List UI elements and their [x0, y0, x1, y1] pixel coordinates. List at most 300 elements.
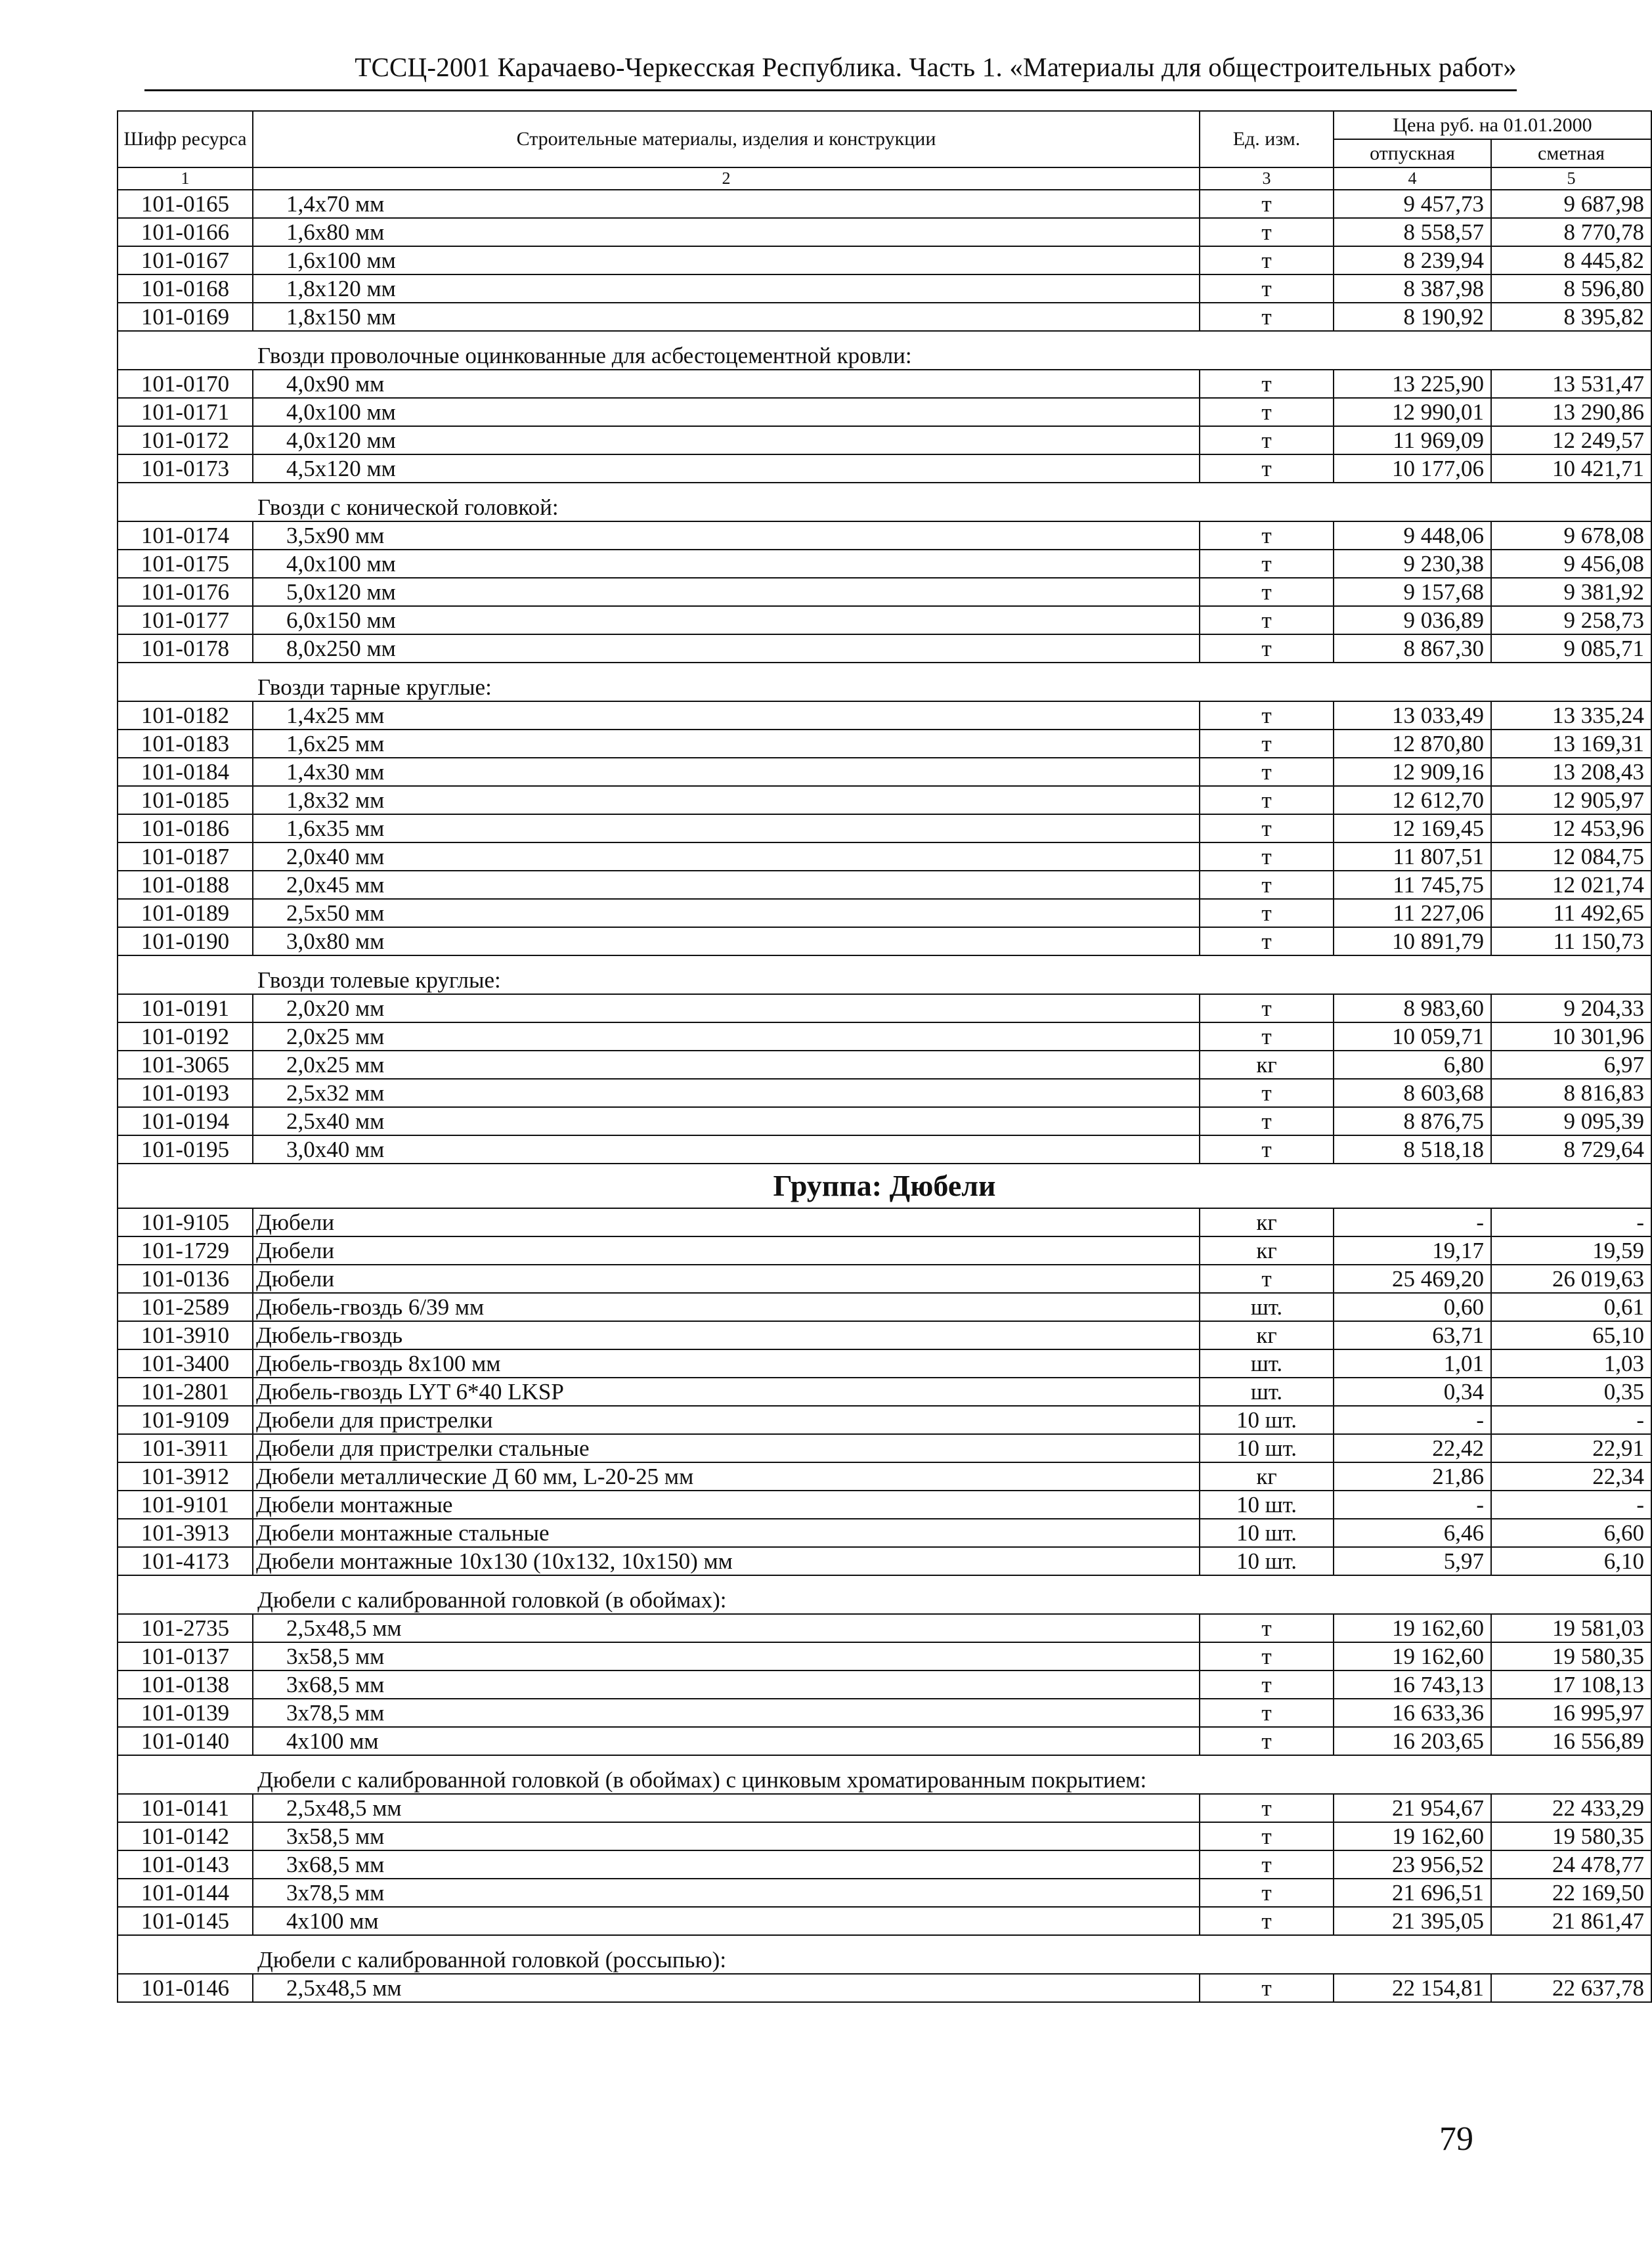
- table-row: [118, 1079, 1651, 1107]
- page-header: ТССЦ-2001 Карачаево-Черкесская Республика. Часть 1. «Материалы для общестроительных работ»: [355, 52, 1517, 82]
- resource-code: 101-0190: [118, 927, 253, 955]
- release-price: 10 891,79: [1334, 927, 1491, 955]
- unit-cell: кг: [1200, 1208, 1334, 1236]
- table-row: [118, 994, 1651, 1022]
- material-name: 3,5х90 мм: [253, 521, 1200, 550]
- release-price: 12 990,01: [1334, 398, 1491, 426]
- release-price: 22 154,81: [1334, 1974, 1491, 2002]
- release-price: 23 956,52: [1334, 1850, 1491, 1879]
- estimate-price: 6,97: [1491, 1051, 1651, 1079]
- unit-cell: т: [1200, 1850, 1334, 1879]
- table-row: [118, 1974, 1651, 2002]
- estimate-price: 22 433,29: [1491, 1794, 1651, 1822]
- unit-cell: т: [1200, 246, 1334, 274]
- resource-code: 101-0141: [118, 1794, 253, 1822]
- estimate-price: 12 021,74: [1491, 871, 1651, 899]
- material-name: 1,8х150 мм: [253, 303, 1200, 331]
- material-name: 1,6х100 мм: [253, 246, 1200, 274]
- material-name: 2,5х40 мм: [253, 1107, 1200, 1135]
- estimate-price: 9 258,73: [1491, 606, 1651, 634]
- unit-cell: т: [1200, 1265, 1334, 1293]
- release-price: 10 059,71: [1334, 1022, 1491, 1051]
- release-price: 11 745,75: [1334, 871, 1491, 899]
- resource-code: 101-0166: [118, 218, 253, 246]
- unit-cell: кг: [1200, 1321, 1334, 1349]
- estimate-price: -: [1491, 1208, 1651, 1236]
- table-row: [118, 1293, 1651, 1321]
- table-row: [118, 1547, 1651, 1575]
- estimate-price: 22,34: [1491, 1462, 1651, 1491]
- unit-cell: 10 шт.: [1200, 1434, 1334, 1462]
- table-row: [118, 1670, 1651, 1699]
- material-name: Дюбели монтажные 10х130 (10х132, 10х150) мм: [253, 1547, 1200, 1575]
- resource-code: 101-4173: [118, 1547, 253, 1575]
- material-name: 3х68,5 мм: [253, 1670, 1200, 1699]
- material-name: 2,0х25 мм: [253, 1051, 1200, 1079]
- release-price: 11 227,06: [1334, 899, 1491, 927]
- material-name: 3х78,5 мм: [253, 1699, 1200, 1727]
- estimate-price: 24 478,77: [1491, 1850, 1651, 1879]
- material-name: 8,0х250 мм: [253, 634, 1200, 663]
- material-name: Дюбели: [253, 1236, 1200, 1265]
- estimate-price: 10 421,71: [1491, 454, 1651, 483]
- material-name: Дюбели для пристрелки: [253, 1406, 1200, 1434]
- unit-cell: шт.: [1200, 1293, 1334, 1321]
- resource-code: 101-0169: [118, 303, 253, 331]
- resource-code: 101-0195: [118, 1135, 253, 1164]
- unit-cell: кг: [1200, 1462, 1334, 1491]
- estimate-price: 19 580,35: [1491, 1642, 1651, 1670]
- table-row: [118, 899, 1651, 927]
- estimate-price: 8 395,82: [1491, 303, 1651, 331]
- estimate-price: 10 301,96: [1491, 1022, 1651, 1051]
- material-name: 1,8х32 мм: [253, 786, 1200, 814]
- unit-cell: т: [1200, 1022, 1334, 1051]
- estimate-price: 9 085,71: [1491, 634, 1651, 663]
- unit-cell: т: [1200, 701, 1334, 730]
- column-number-4: 4: [1334, 167, 1491, 190]
- resource-code: 101-0191: [118, 994, 253, 1022]
- resource-code: 101-0143: [118, 1850, 253, 1879]
- material-name: 4,0х100 мм: [253, 398, 1200, 426]
- table-row: [118, 1519, 1651, 1547]
- release-price: 13 033,49: [1334, 701, 1491, 730]
- estimate-price: 8 770,78: [1491, 218, 1651, 246]
- subgroup-row: [118, 1935, 1651, 1974]
- unit-cell: т: [1200, 1822, 1334, 1850]
- resource-code: 101-0177: [118, 606, 253, 634]
- table-row: [118, 1265, 1651, 1293]
- release-price: 25 469,20: [1334, 1265, 1491, 1293]
- resource-code: 101-0186: [118, 814, 253, 842]
- estimate-price: 11 492,65: [1491, 899, 1651, 927]
- release-price: 9 457,73: [1334, 190, 1491, 218]
- release-price: 8 603,68: [1334, 1079, 1491, 1107]
- release-price: 6,80: [1334, 1051, 1491, 1079]
- table-row: [118, 1135, 1651, 1164]
- estimate-price: 21 861,47: [1491, 1907, 1651, 1935]
- release-price: 16 743,13: [1334, 1670, 1491, 1699]
- resource-code: 101-0140: [118, 1727, 253, 1755]
- table-row: [118, 1378, 1651, 1406]
- release-price: 9 230,38: [1334, 550, 1491, 578]
- estimate-price: 9 678,08: [1491, 521, 1651, 550]
- table-row: [118, 730, 1651, 758]
- unit-cell: т: [1200, 578, 1334, 606]
- price-table-container: [117, 110, 1645, 2003]
- resource-code: 101-1729: [118, 1236, 253, 1265]
- material-name: 5,0х120 мм: [253, 578, 1200, 606]
- resource-code: 101-0173: [118, 454, 253, 483]
- column-number-1: 1: [118, 167, 253, 190]
- unit-cell: т: [1200, 994, 1334, 1022]
- subgroup-row: [118, 331, 1651, 370]
- material-name: 2,0х45 мм: [253, 871, 1200, 899]
- group-title: Группа: Дюбели: [118, 1164, 1651, 1208]
- column-number-2: 2: [253, 167, 1200, 190]
- header-name: Строительные материалы, изделия и конструкции: [253, 111, 1200, 167]
- estimate-price: 22,91: [1491, 1434, 1651, 1462]
- material-name: 2,5х48,5 мм: [253, 1614, 1200, 1642]
- table-row: [118, 871, 1651, 899]
- resource-code: 101-3911: [118, 1434, 253, 1462]
- table-row: [118, 927, 1651, 955]
- column-number-3: 3: [1200, 167, 1334, 190]
- release-price: 12 612,70: [1334, 786, 1491, 814]
- release-price: 8 983,60: [1334, 994, 1491, 1022]
- release-price: 12 169,45: [1334, 814, 1491, 842]
- table-row: [118, 1794, 1651, 1822]
- estimate-price: 8 729,64: [1491, 1135, 1651, 1164]
- release-price: 12 870,80: [1334, 730, 1491, 758]
- unit-cell: т: [1200, 871, 1334, 899]
- resource-code: 101-3065: [118, 1051, 253, 1079]
- table-row: [118, 1879, 1651, 1907]
- material-name: 1,6х80 мм: [253, 218, 1200, 246]
- release-price: 9 157,68: [1334, 578, 1491, 606]
- table-row: [118, 1907, 1651, 1935]
- unit-cell: кг: [1200, 1051, 1334, 1079]
- unit-cell: т: [1200, 842, 1334, 871]
- unit-cell: т: [1200, 426, 1334, 454]
- release-price: 19 162,60: [1334, 1822, 1491, 1850]
- release-price: 9 036,89: [1334, 606, 1491, 634]
- estimate-price: 8 445,82: [1491, 246, 1651, 274]
- table-row: [118, 1462, 1651, 1491]
- table-row: [118, 701, 1651, 730]
- release-price: 19 162,60: [1334, 1614, 1491, 1642]
- release-price: 21,86: [1334, 1462, 1491, 1491]
- subgroup-row: [118, 663, 1651, 701]
- material-name: 1,6х35 мм: [253, 814, 1200, 842]
- table-row: [118, 578, 1651, 606]
- estimate-price: 11 150,73: [1491, 927, 1651, 955]
- material-name: 4,0х100 мм: [253, 550, 1200, 578]
- estimate-price: 17 108,13: [1491, 1670, 1651, 1699]
- table-row: [118, 1051, 1651, 1079]
- material-name: 2,5х48,5 мм: [253, 1794, 1200, 1822]
- unit-cell: т: [1200, 190, 1334, 218]
- estimate-price: 65,10: [1491, 1321, 1651, 1349]
- resource-code: 101-9105: [118, 1208, 253, 1236]
- material-name: Дюбели монтажные стальные: [253, 1519, 1200, 1547]
- header-code: Шифр ресурса: [118, 111, 253, 167]
- material-name: 3х58,5 мм: [253, 1822, 1200, 1850]
- table-row: [118, 398, 1651, 426]
- material-name: 2,5х32 мм: [253, 1079, 1200, 1107]
- estimate-price: 16 995,97: [1491, 1699, 1651, 1727]
- estimate-price: 13 335,24: [1491, 701, 1651, 730]
- unit-cell: т: [1200, 1642, 1334, 1670]
- resource-code: 101-0136: [118, 1265, 253, 1293]
- estimate-price: 12 249,57: [1491, 426, 1651, 454]
- estimate-price: 9 095,39: [1491, 1107, 1651, 1135]
- resource-code: 101-0139: [118, 1699, 253, 1727]
- material-name: 2,0х40 мм: [253, 842, 1200, 871]
- resource-code: 101-0167: [118, 246, 253, 274]
- table-row: [118, 1642, 1651, 1670]
- unit-cell: т: [1200, 1727, 1334, 1755]
- material-name: 2,5х50 мм: [253, 899, 1200, 927]
- material-name: 4,5х120 мм: [253, 454, 1200, 483]
- unit-cell: т: [1200, 1135, 1334, 1164]
- table-row: [118, 190, 1651, 218]
- release-price: 8 518,18: [1334, 1135, 1491, 1164]
- resource-code: 101-2735: [118, 1614, 253, 1642]
- material-name: 3х78,5 мм: [253, 1879, 1200, 1907]
- estimate-price: 22 637,78: [1491, 1974, 1651, 2002]
- table-row: [118, 303, 1651, 331]
- unit-cell: т: [1200, 899, 1334, 927]
- unit-cell: т: [1200, 814, 1334, 842]
- resource-code: 101-3400: [118, 1349, 253, 1378]
- table-row: [118, 1491, 1651, 1519]
- release-price: 1,01: [1334, 1349, 1491, 1378]
- table-row: [118, 246, 1651, 274]
- table-row: [118, 1321, 1651, 1349]
- unit-cell: т: [1200, 1614, 1334, 1642]
- release-price: 19,17: [1334, 1236, 1491, 1265]
- unit-cell: т: [1200, 1879, 1334, 1907]
- release-price: 11 807,51: [1334, 842, 1491, 871]
- unit-cell: т: [1200, 550, 1334, 578]
- price-table: [117, 110, 1652, 2003]
- resource-code: 101-0138: [118, 1670, 253, 1699]
- resource-code: 101-0194: [118, 1107, 253, 1135]
- resource-code: 101-0183: [118, 730, 253, 758]
- table-row: [118, 1022, 1651, 1051]
- resource-code: 101-2589: [118, 1293, 253, 1321]
- estimate-price: 8 596,80: [1491, 274, 1651, 303]
- subgroup-row: [118, 1575, 1651, 1614]
- material-name: 3х58,5 мм: [253, 1642, 1200, 1670]
- unit-cell: 10 шт.: [1200, 1491, 1334, 1519]
- estimate-price: -: [1491, 1406, 1651, 1434]
- table-row: [118, 842, 1651, 871]
- unit-cell: т: [1200, 1794, 1334, 1822]
- resource-code: 101-0172: [118, 426, 253, 454]
- table-row: [118, 1822, 1651, 1850]
- material-name: 3,0х40 мм: [253, 1135, 1200, 1164]
- material-name: 2,0х20 мм: [253, 994, 1200, 1022]
- release-price: 16 203,65: [1334, 1727, 1491, 1755]
- unit-cell: т: [1200, 786, 1334, 814]
- unit-cell: шт.: [1200, 1349, 1334, 1378]
- table-row: [118, 426, 1651, 454]
- material-name: Дюбели металлические Д 60 мм, L-20-25 мм: [253, 1462, 1200, 1491]
- release-price: 5,97: [1334, 1547, 1491, 1575]
- unit-cell: 10 шт.: [1200, 1519, 1334, 1547]
- material-name: 2,0х25 мм: [253, 1022, 1200, 1051]
- resource-code: 101-0189: [118, 899, 253, 927]
- material-name: 1,8х120 мм: [253, 274, 1200, 303]
- estimate-price: 19 580,35: [1491, 1822, 1651, 1850]
- release-price: 10 177,06: [1334, 454, 1491, 483]
- table-row: [118, 634, 1651, 663]
- estimate-price: 9 381,92: [1491, 578, 1651, 606]
- resource-code: 101-0182: [118, 701, 253, 730]
- estimate-price: 26 019,63: [1491, 1265, 1651, 1293]
- header-unit: Ед. изм.: [1200, 111, 1334, 167]
- release-price: 22,42: [1334, 1434, 1491, 1462]
- table-row: [118, 1727, 1651, 1755]
- subgroup-title: Гвозди толевые круглые:: [118, 955, 1651, 994]
- resource-code: 101-0171: [118, 398, 253, 426]
- unit-cell: т: [1200, 1699, 1334, 1727]
- release-price: 6,46: [1334, 1519, 1491, 1547]
- header-estimate: сметная: [1491, 139, 1651, 167]
- release-price: 0,60: [1334, 1293, 1491, 1321]
- estimate-price: -: [1491, 1491, 1651, 1519]
- table-row: [118, 606, 1651, 634]
- table-row: [118, 370, 1651, 398]
- table-row: [118, 550, 1651, 578]
- unit-cell: т: [1200, 218, 1334, 246]
- page-number: 79: [1439, 2120, 1473, 2158]
- resource-code: 101-0170: [118, 370, 253, 398]
- resource-code: 101-9101: [118, 1491, 253, 1519]
- subgroup-row: [118, 483, 1651, 521]
- estimate-price: 13 290,86: [1491, 398, 1651, 426]
- unit-cell: шт.: [1200, 1378, 1334, 1406]
- resource-code: 101-0146: [118, 1974, 253, 2002]
- unit-cell: т: [1200, 274, 1334, 303]
- table-row: [118, 218, 1651, 246]
- unit-cell: кг: [1200, 1236, 1334, 1265]
- resource-code: 101-0185: [118, 786, 253, 814]
- resource-code: 101-3912: [118, 1462, 253, 1491]
- unit-cell: 10 шт.: [1200, 1406, 1334, 1434]
- header-rule: [144, 89, 1517, 91]
- estimate-price: 12 453,96: [1491, 814, 1651, 842]
- estimate-price: 19,59: [1491, 1236, 1651, 1265]
- table-row: [118, 1236, 1651, 1265]
- header-price: Цена руб. на 01.01.2000: [1334, 111, 1651, 139]
- estimate-price: 0,35: [1491, 1378, 1651, 1406]
- unit-cell: т: [1200, 927, 1334, 955]
- estimate-price: 6,60: [1491, 1519, 1651, 1547]
- resource-code: 101-0137: [118, 1642, 253, 1670]
- release-price: 13 225,90: [1334, 370, 1491, 398]
- release-price: 21 696,51: [1334, 1879, 1491, 1907]
- estimate-price: 1,03: [1491, 1349, 1651, 1378]
- resource-code: 101-0142: [118, 1822, 253, 1850]
- release-price: -: [1334, 1208, 1491, 1236]
- unit-cell: т: [1200, 758, 1334, 786]
- resource-code: 101-3910: [118, 1321, 253, 1349]
- estimate-price: 12 084,75: [1491, 842, 1651, 871]
- estimate-price: 9 687,98: [1491, 190, 1651, 218]
- table-body: [118, 190, 1651, 2002]
- subgroup-title: Дюбели с калиброванной головкой (в обоймах) с цинковым хроматированным покрытием:: [118, 1755, 1651, 1794]
- material-name: Дюбели: [253, 1208, 1200, 1236]
- material-name: Дюбель-гвоздь 6/39 мм: [253, 1293, 1200, 1321]
- material-name: Дюбель-гвоздь: [253, 1321, 1200, 1349]
- release-price: 63,71: [1334, 1321, 1491, 1349]
- resource-code: 101-0168: [118, 274, 253, 303]
- release-price: -: [1334, 1406, 1491, 1434]
- table-row: [118, 1406, 1651, 1434]
- resource-code: 101-0193: [118, 1079, 253, 1107]
- resource-code: 101-2801: [118, 1378, 253, 1406]
- subgroup-title: Гвозди проволочные оцинкованные для асбестоцементной кровли:: [118, 331, 1651, 370]
- release-price: -: [1334, 1491, 1491, 1519]
- release-price: 19 162,60: [1334, 1642, 1491, 1670]
- subgroup-row: [118, 955, 1651, 994]
- unit-cell: т: [1200, 1079, 1334, 1107]
- release-price: 8 558,57: [1334, 218, 1491, 246]
- material-name: 4х100 мм: [253, 1907, 1200, 1935]
- release-price: 21 395,05: [1334, 1907, 1491, 1935]
- group-row: [118, 1164, 1651, 1208]
- estimate-price: 22 169,50: [1491, 1879, 1651, 1907]
- subgroup-title: Гвозди с конической головкой:: [118, 483, 1651, 521]
- material-name: Дюбели монтажные: [253, 1491, 1200, 1519]
- material-name: Дюбели для пристрелки стальные: [253, 1434, 1200, 1462]
- resource-code: 101-9109: [118, 1406, 253, 1434]
- material-name: 3,0х80 мм: [253, 927, 1200, 955]
- material-name: 6,0х150 мм: [253, 606, 1200, 634]
- estimate-price: 0,61: [1491, 1293, 1651, 1321]
- table-row: [118, 1208, 1651, 1236]
- unit-cell: т: [1200, 1670, 1334, 1699]
- resource-code: 101-0145: [118, 1907, 253, 1935]
- release-price: 8 239,94: [1334, 246, 1491, 274]
- unit-cell: 10 шт.: [1200, 1547, 1334, 1575]
- material-name: 4х100 мм: [253, 1727, 1200, 1755]
- unit-cell: т: [1200, 370, 1334, 398]
- column-number-5: 5: [1491, 167, 1651, 190]
- unit-cell: т: [1200, 454, 1334, 483]
- release-price: 9 448,06: [1334, 521, 1491, 550]
- table-row: [118, 1434, 1651, 1462]
- subgroup-title: Дюбели с калиброванной головкой (в обоймах):: [118, 1575, 1651, 1614]
- unit-cell: т: [1200, 398, 1334, 426]
- unit-cell: т: [1200, 634, 1334, 663]
- material-name: 4,0х90 мм: [253, 370, 1200, 398]
- table-row: [118, 814, 1651, 842]
- resource-code: 101-0187: [118, 842, 253, 871]
- material-name: 4,0х120 мм: [253, 426, 1200, 454]
- material-name: 1,4х30 мм: [253, 758, 1200, 786]
- subgroup-row: [118, 1755, 1651, 1794]
- release-price: 8 190,92: [1334, 303, 1491, 331]
- material-name: Дюбель-гвоздь 8х100 мм: [253, 1349, 1200, 1378]
- material-name: Дюбели: [253, 1265, 1200, 1293]
- estimate-price: 19 581,03: [1491, 1614, 1651, 1642]
- table-row: [118, 521, 1651, 550]
- table-row: [118, 274, 1651, 303]
